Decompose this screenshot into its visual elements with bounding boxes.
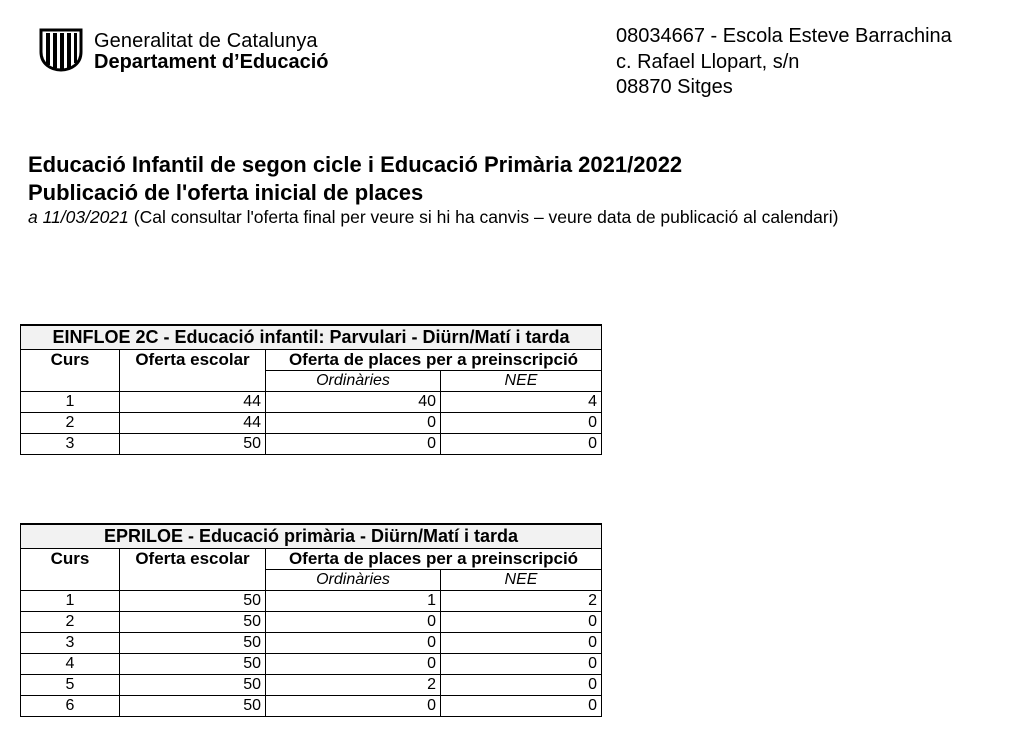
col-header-oferta-preinscripcio: Oferta de places per a preinscripció	[266, 350, 602, 371]
cell-curs: 3	[21, 434, 120, 455]
title-line-1: Educació Infantil de segon cicle i Educació Primària 2021/2022	[28, 152, 683, 177]
generalitat-emblem-icon	[38, 28, 84, 72]
publication-note: (Cal consultar l'oferta final per veure si hi ha canvis – veure data de publicació al calendari)	[133, 207, 839, 227]
cell-oferta: 44	[120, 413, 266, 434]
cell-ordinaries: 0	[266, 633, 441, 654]
cell-oferta: 50	[120, 675, 266, 696]
table-row	[21, 392, 602, 413]
cell-oferta: 50	[120, 591, 266, 612]
table-row	[21, 434, 602, 455]
col-header-nee: NEE	[441, 570, 602, 591]
cell-ordinaries: 1	[266, 591, 441, 612]
cell-nee: 2	[441, 591, 602, 612]
generalitat-logo	[38, 28, 329, 73]
cell-nee: 0	[441, 675, 602, 696]
table-row	[21, 591, 602, 612]
col-header-nee: NEE	[441, 371, 602, 392]
cell-curs: 4	[21, 654, 120, 675]
cell-ordinaries: 0	[266, 413, 441, 434]
col-header-ordinaries: Ordinàries	[266, 371, 441, 392]
col-header-oferta-escolar: Oferta escolar	[120, 549, 266, 591]
col-header-curs: Curs	[21, 350, 120, 392]
offer-table-infantil	[20, 324, 602, 455]
cell-curs: 1	[21, 392, 120, 413]
publication-date: a 11/03/2021	[28, 207, 134, 227]
table-row	[21, 696, 602, 717]
cell-ordinaries: 0	[266, 696, 441, 717]
col-header-ordinaries: Ordinàries	[266, 570, 441, 591]
document-subtitle	[28, 207, 838, 228]
cell-curs: 2	[21, 413, 120, 434]
cell-nee: 0	[441, 654, 602, 675]
cell-ordinaries: 40	[266, 392, 441, 413]
cell-oferta: 50	[120, 633, 266, 654]
cell-nee: 0	[441, 612, 602, 633]
school-city: 08870 Sitges	[616, 76, 733, 98]
cell-ordinaries: 0	[266, 434, 441, 455]
table-title: EPRILOE - Educació primària - Diürn/Matí i tarda	[21, 524, 602, 549]
logo-line-departament: Departament d’Educació	[94, 51, 329, 73]
cell-curs: 2	[21, 612, 120, 633]
school-info	[616, 24, 952, 101]
cell-nee: 0	[441, 633, 602, 654]
cell-oferta: 50	[120, 696, 266, 717]
cell-curs: 6	[21, 696, 120, 717]
logo-line-generalitat: Generalitat de Catalunya	[94, 30, 318, 52]
table-row	[21, 654, 602, 675]
col-header-oferta-preinscripcio: Oferta de places per a preinscripció	[266, 549, 602, 570]
offer-table-primaria	[20, 523, 602, 717]
table-row	[21, 633, 602, 654]
cell-nee: 4	[441, 392, 602, 413]
cell-nee: 0	[441, 434, 602, 455]
cell-oferta: 44	[120, 392, 266, 413]
cell-oferta: 50	[120, 612, 266, 633]
cell-curs: 3	[21, 633, 120, 654]
cell-curs: 5	[21, 675, 120, 696]
cell-nee: 0	[441, 413, 602, 434]
cell-oferta: 50	[120, 434, 266, 455]
cell-ordinaries: 2	[266, 675, 441, 696]
cell-ordinaries: 0	[266, 612, 441, 633]
cell-curs: 1	[21, 591, 120, 612]
table-row	[21, 675, 602, 696]
document-title	[28, 151, 682, 207]
cell-nee: 0	[441, 696, 602, 717]
title-line-2: Publicació de l'oferta inicial de places	[28, 180, 424, 205]
table-title: EINFLOE 2C - Educació infantil: Parvulari - Diürn/Matí i tarda	[21, 325, 602, 350]
school-address: c. Rafael Llopart, s/n	[616, 50, 800, 73]
col-header-oferta-escolar: Oferta escolar	[120, 350, 266, 392]
table-row	[21, 413, 602, 434]
cell-ordinaries: 0	[266, 654, 441, 675]
col-header-curs: Curs	[21, 549, 120, 591]
school-code-name: 08034667 - Escola Esteve Barrachina	[616, 25, 952, 47]
cell-oferta: 50	[120, 654, 266, 675]
table-row	[21, 612, 602, 633]
